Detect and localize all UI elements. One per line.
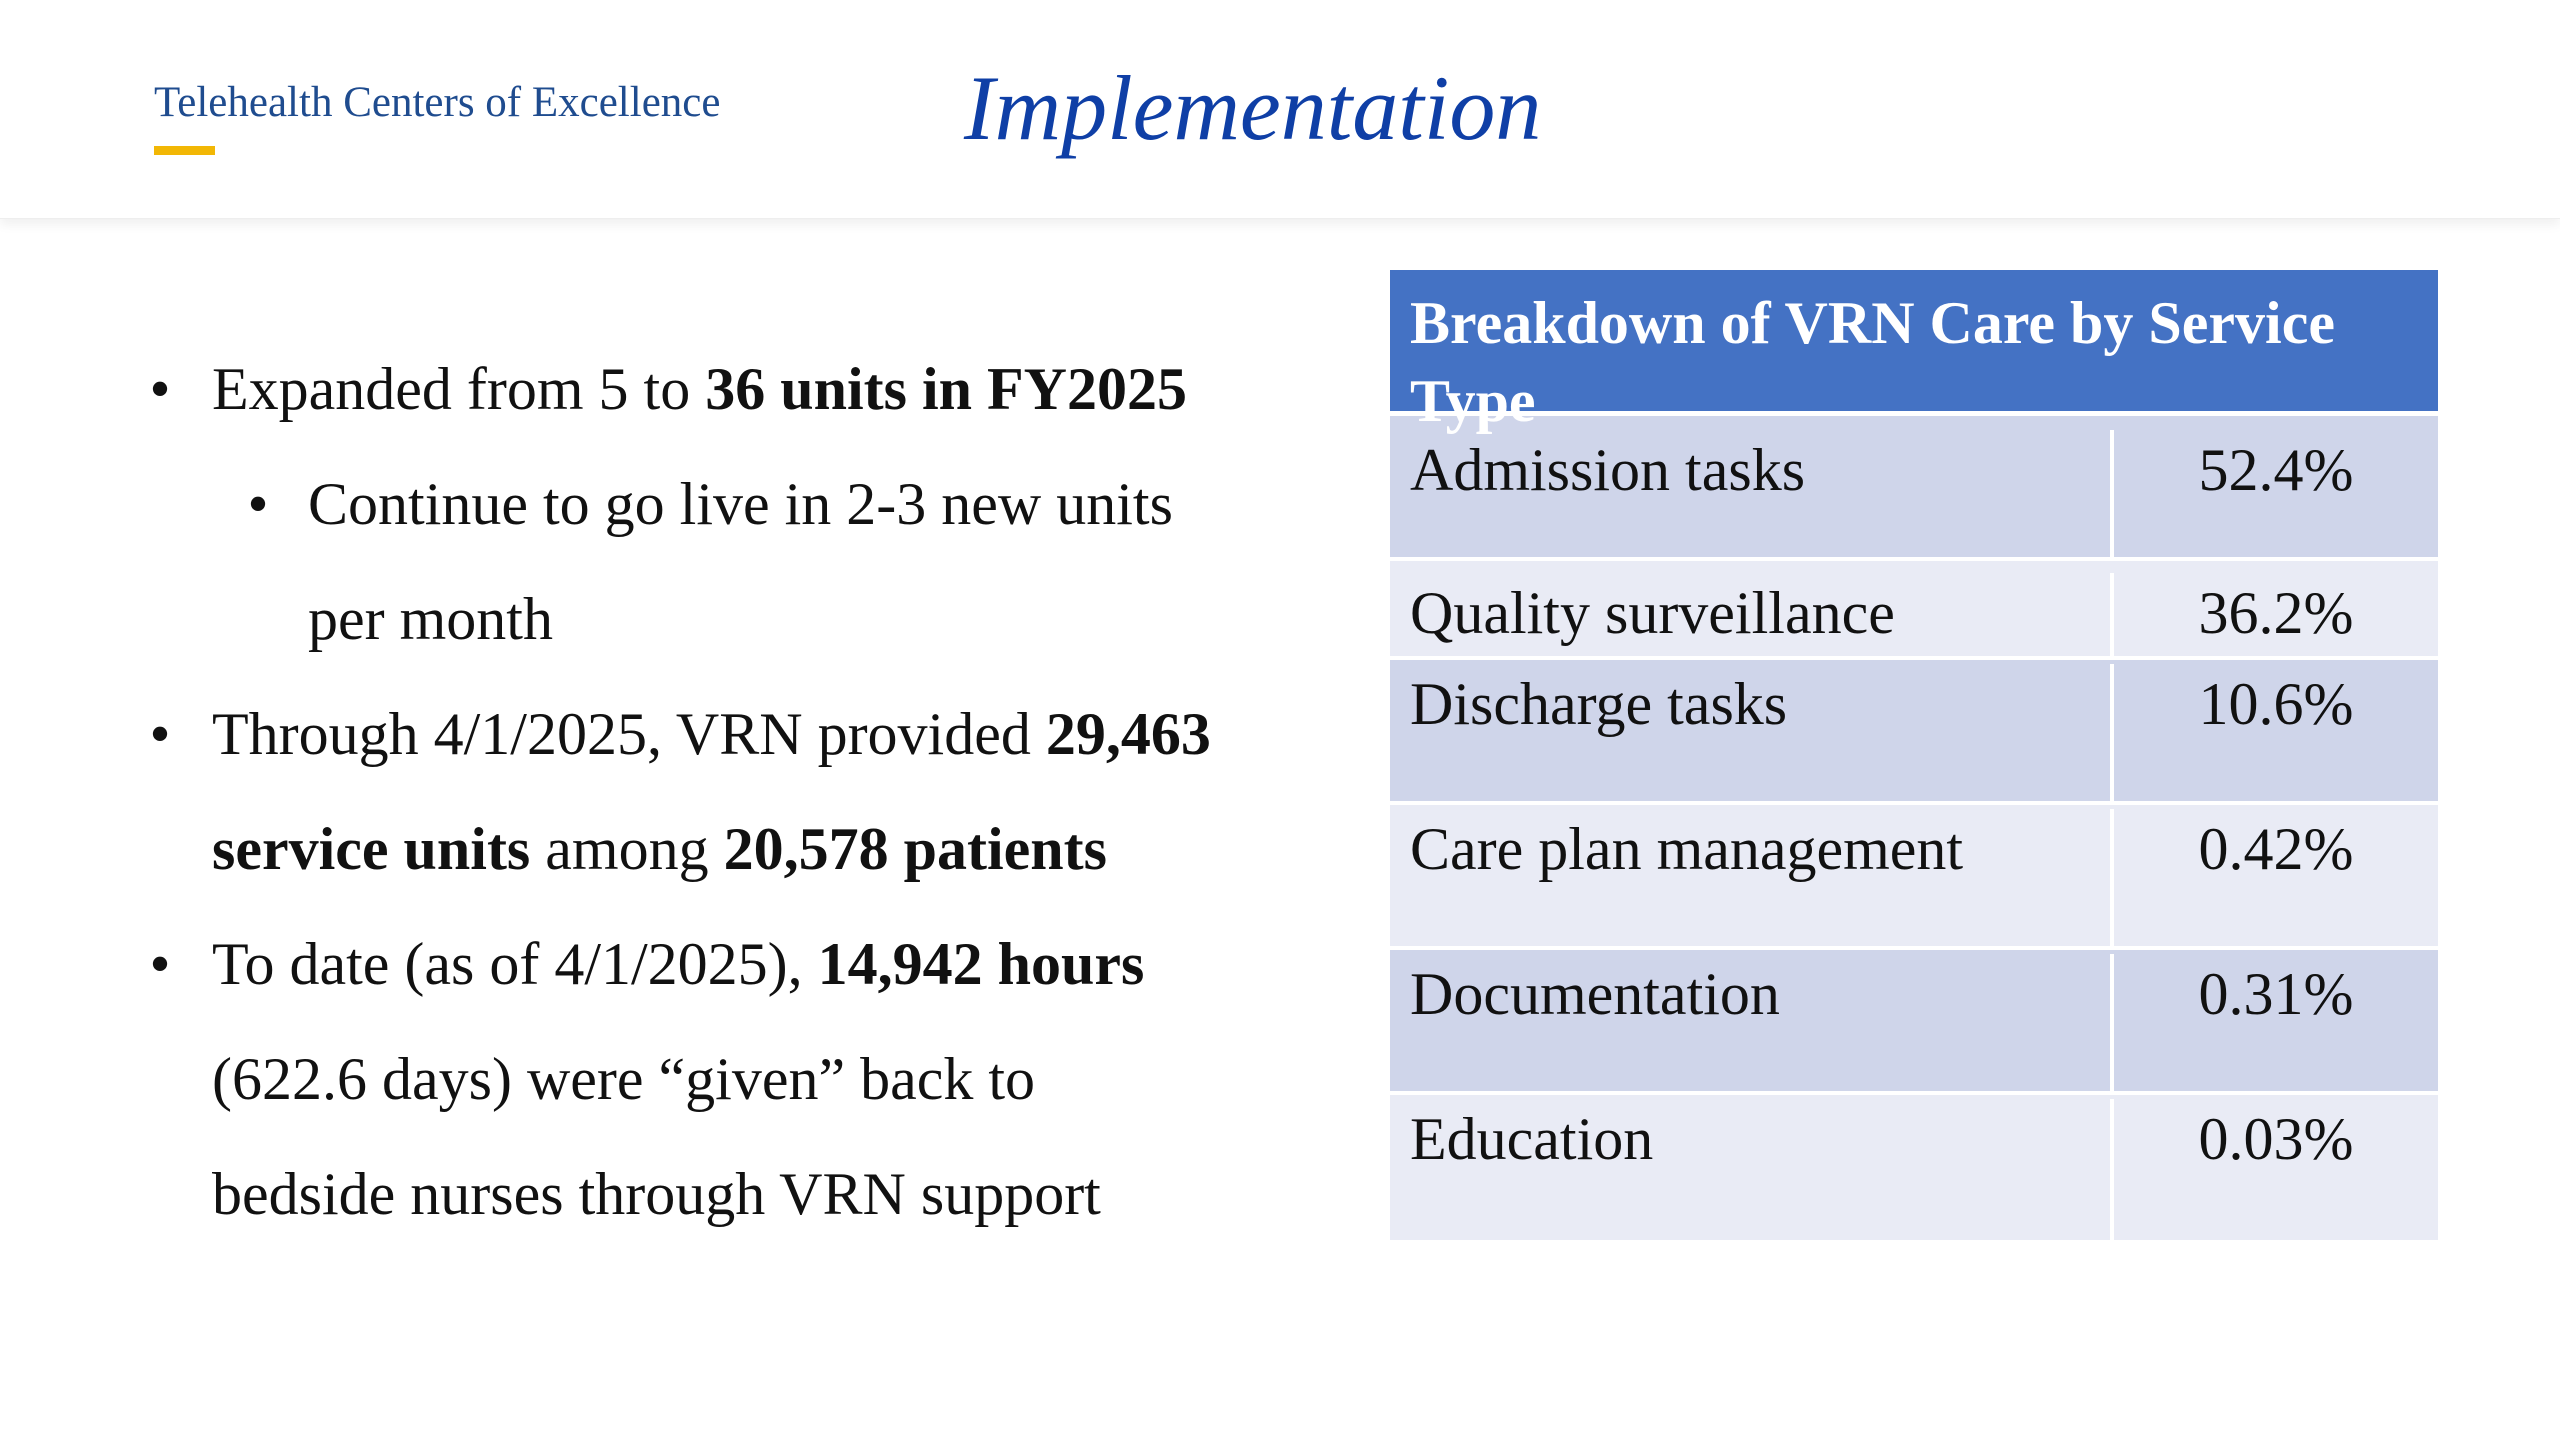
sub-bullet-item [130, 447, 1330, 562]
table-row [1390, 561, 2438, 660]
slide-title: Implementation [964, 57, 1542, 159]
bullet-continuation: per month [308, 586, 553, 652]
table-row [1390, 805, 2438, 950]
service-type-table [1390, 270, 2438, 1240]
bullet-item [130, 677, 1330, 792]
row-label: Admission tasks [1390, 430, 2114, 557]
row-label: Quality surveillance [1390, 573, 2114, 656]
row-value: 10.6% [2198, 671, 2354, 737]
row-value: 0.31% [2198, 961, 2354, 1027]
table-row [1390, 950, 2438, 1095]
row-label: Discharge tasks [1390, 664, 2114, 801]
bullet-bold-text: 36 units in FY2025 [705, 356, 1187, 422]
bullet-text: Through 4/1/2025, VRN provided [212, 701, 1046, 767]
bullet-text: To date (as of 4/1/2025), [212, 931, 818, 997]
bullet-bold-text: 29,463 [1045, 701, 1211, 767]
slide-header [0, 0, 2560, 219]
bullet-text: among [530, 816, 724, 882]
table-header: Breakdown of VRN Care by Service Type [1390, 270, 2438, 416]
bullet-dot-icon: • [149, 356, 171, 422]
bullet-item [130, 332, 1330, 447]
bullet-list [130, 332, 1330, 1252]
bullet-continuation: bedside nurses through VRN support [212, 1161, 1101, 1227]
table-row [1390, 1095, 2438, 1240]
row-value: 0.03% [2198, 1106, 2354, 1172]
bullet-bold-text: 20,578 patients [723, 816, 1107, 882]
bullet-text: Expanded from 5 to [212, 356, 706, 422]
brand-logo-text: Telehealth Centers of Excellence [154, 79, 721, 126]
table-row [1390, 416, 2438, 561]
bullet-bold-text: service units [212, 816, 531, 882]
bullet-bold-text: 14,942 hours [817, 931, 1145, 997]
bullet-dot-icon: • [149, 931, 171, 997]
row-label: Documentation [1390, 954, 2114, 1091]
brand-accent-bar [154, 146, 215, 155]
row-label: Care plan management [1390, 809, 2114, 946]
bullet-continuation [212, 792, 1330, 907]
bullet-text: Continue to go live in 2-3 new units [308, 471, 1173, 537]
row-value: 52.4% [2198, 437, 2354, 503]
table-row [1390, 660, 2438, 805]
bullet-dot-icon: • [149, 701, 171, 767]
bullet-item [130, 907, 1330, 1022]
row-value: 0.42% [2198, 816, 2354, 882]
row-label: Education [1390, 1099, 2114, 1240]
row-value: 36.2% [2198, 580, 2354, 646]
bullet-dot-icon: • [247, 471, 269, 537]
bullet-continuation: (622.6 days) were “given” back to [212, 1046, 1036, 1112]
